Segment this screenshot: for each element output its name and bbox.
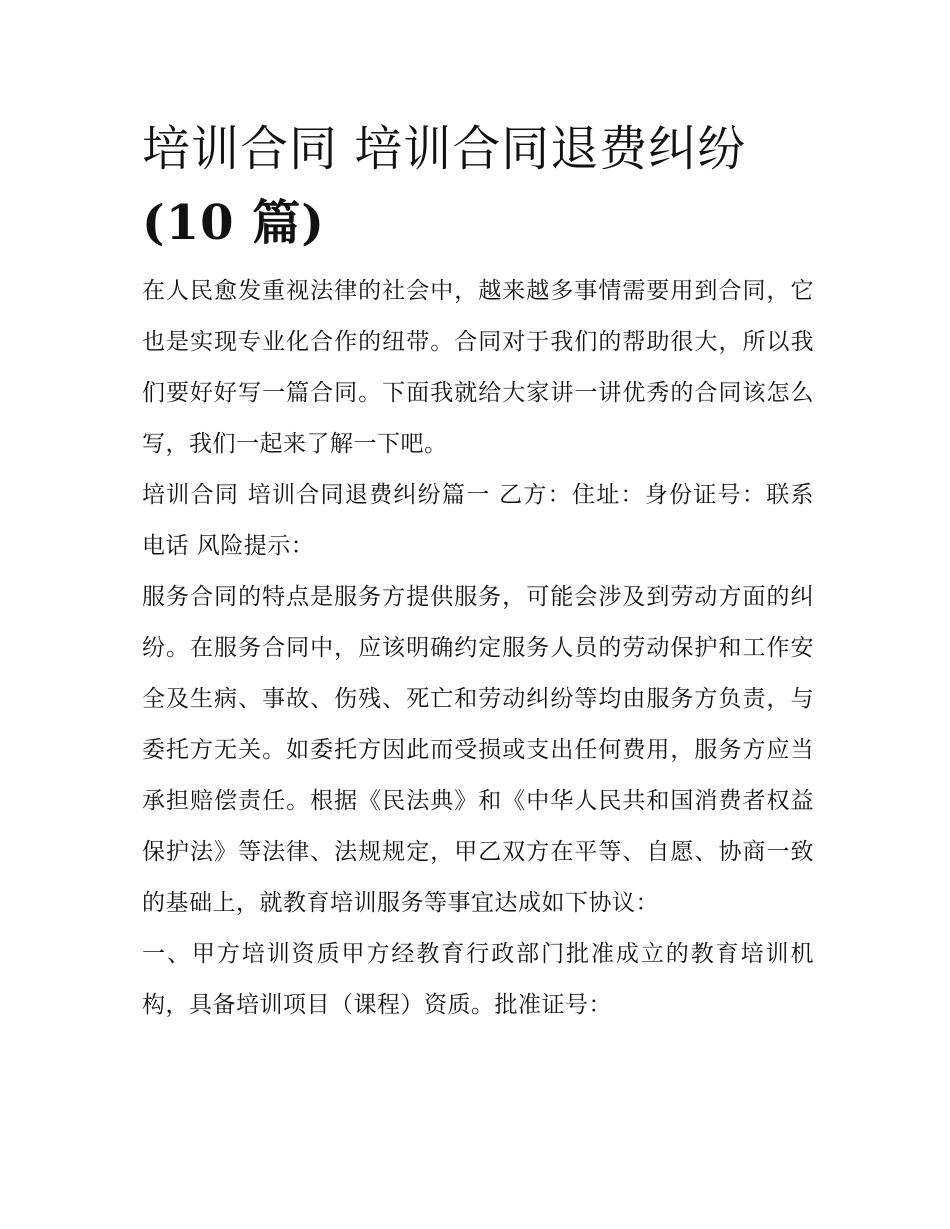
contract-header-paragraph: 培训合同 培训合同退费纠纷篇一 乙方：住址：身份证号：联系电话 风险提示： bbox=[142, 482, 814, 559]
title-line-2: (10 篇) bbox=[142, 195, 325, 251]
document-title bbox=[142, 112, 814, 260]
document-body bbox=[142, 112, 814, 1031]
risk-notice-paragraph: 服务合同的特点是服务方提供服务，可能会涉及到劳动方面的纠纷。在服务合同中，应该明确约定服务人员的劳动保护和工作安全及生病、事故、伤残、死亡和劳动纠纷等均由服务方负责，与委托方无关。如委托方因此而受损或支出任何费用，服务方应当承担赔偿责任。根据《民法典》和《中华人民共和国消费者权益保护法》等法律、法规规定，甲乙双方在平等、自愿、协商一致的基础上，就教育培训服务等事宜达成如下协议： bbox=[142, 584, 814, 916]
clause-one-paragraph: 一、甲方培训资质甲方经教育行政部门批准成立的教育培训机构，具备培训项目（课程）资质。批准证号： bbox=[142, 941, 814, 1018]
intro-paragraph: 在人民愈发重视法律的社会中，越来越多事情需要用到合同，它也是实现专业化合作的纽带。合同对于我们的帮助很大，所以我们要好好写一篇合同。下面我就给大家讲一讲优秀的合同该怎么写，我们一起来了解一下吧。 bbox=[142, 278, 814, 457]
title-block bbox=[142, 112, 814, 260]
title-line-1: 培训合同 培训合同退费纠纷 bbox=[142, 121, 747, 177]
